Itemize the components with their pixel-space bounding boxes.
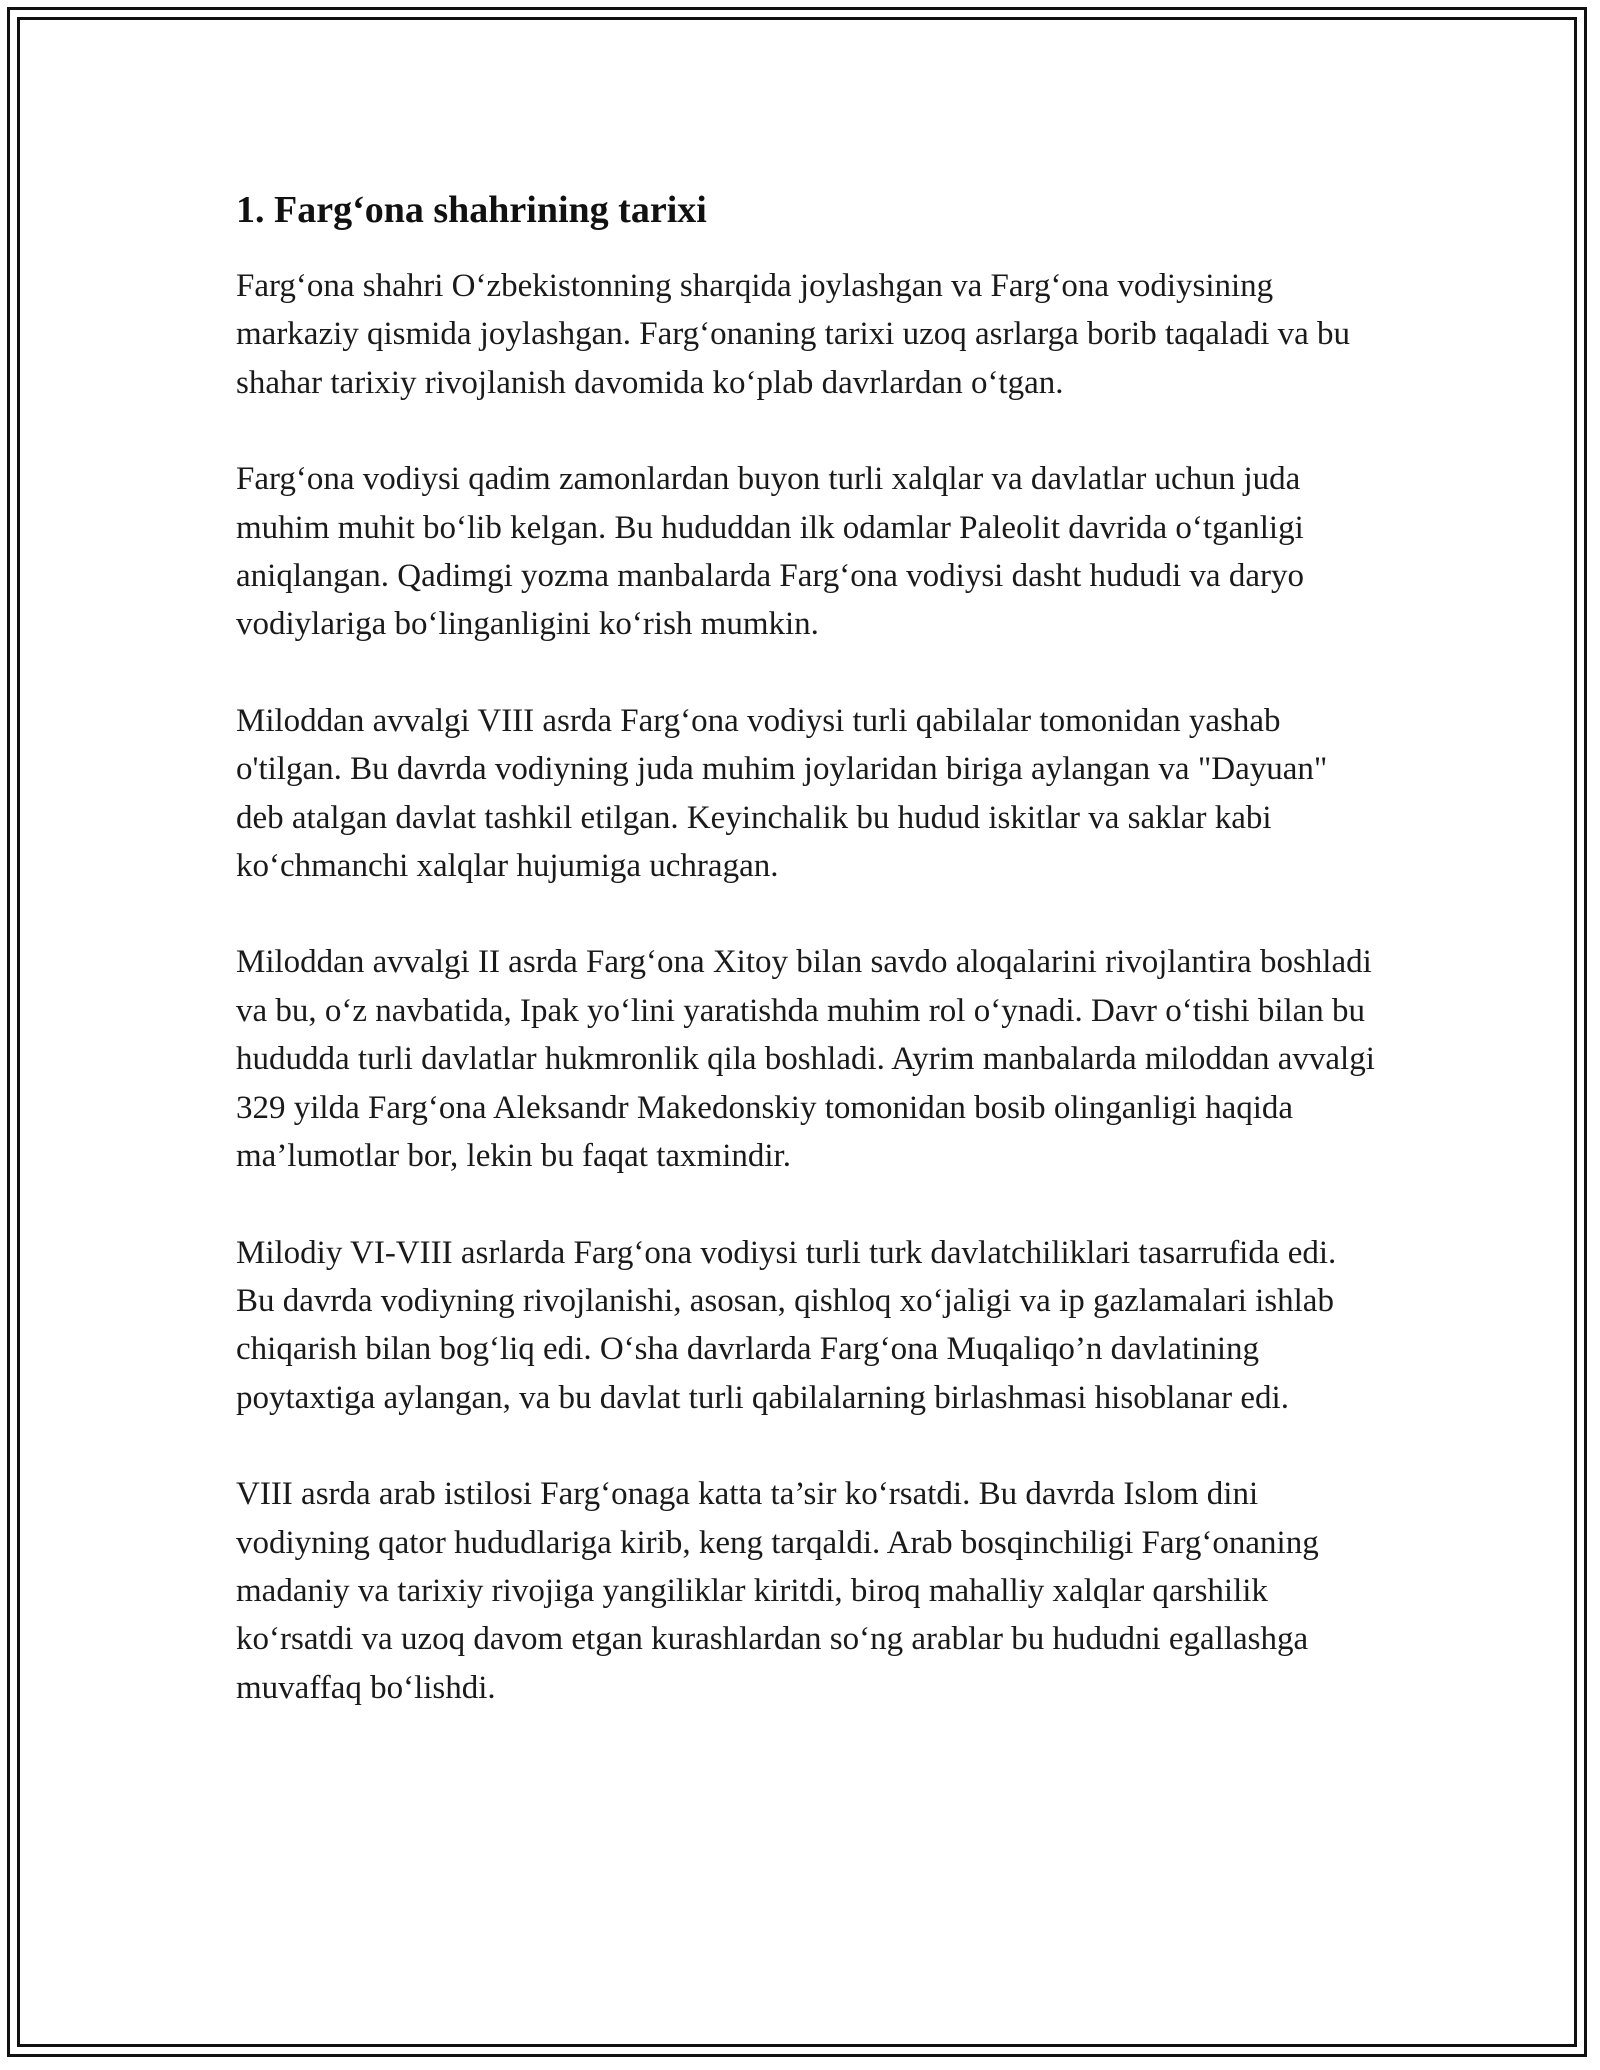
paragraph-3: Miloddan avvalgi VIII asrda Farg‘ona vodiysi turli qabilalar tomonidan yashab o'tilgan. Bu davrda vodiyning juda muhim joylaridan biriga aylangan va "Dayuan" deb atalgan davlat tashkil etilgan. Keyinchalik bu hudud iskitlar va saklar kabi ko‘chmanchi xalqlar hujumiga uchragan. [236, 702, 1328, 885]
paragraph-5: Milodiy VI-VIII asrlarda Farg‘ona vodiysi turli turk davlatchiliklari tasarrufida edi. Bu davrda vodiyning rivojlanishi, asosan, qishloq xo‘jaligi va ip gazlamalari ishlab chiqarish bilan bog‘liq edi. O‘sha davrlarda Farg‘ona Muqaliqo’n davlatining poytaxtiga aylangan, va bu davlat turli qabilalarning birlashmasi hisoblanar edi. [236, 1234, 1337, 1416]
paragraph-6: VIII asrda arab istilosi Farg‘onaga katta ta’sir ko‘rsatdi. Bu davrda Islom dini vodiyning qator hududlariga kirib, keng tarqaldi. Arab bosqinchiligi Farg‘onaning madaniy va tarixiy rivojiga yangiliklar kiritdi, biroq mahalliy xalqlar qarshilik ko‘rsatdi va uzoq davom etgan kurashlardan so‘ng arablar bu hududni egallashga muvaffaq bo‘lishdi. [236, 1476, 1319, 1706]
section-heading: 1. Farg‘ona shahrining tarixi [236, 189, 707, 231]
document-body [236, 186, 1376, 1712]
paragraph-4: Miloddan avvalgi II asrda Farg‘ona Xitoy bilan savdo aloqalarini rivojlantira boshladi va bu, o‘z navbatida, Ipak yo‘lini yaratishda muhim rol o‘ynadi. Davr o‘tishi bilan bu hududda turli davlatlar hukmronlik qila boshladi. Ayrim manbalarda miloddan avvalgi 329 yilda Farg‘ona Aleksandr Makedonskiy tomonidan bosib olinganligi haqida ma’lumotlar bor, lekin bu faqat taxmindir. [236, 944, 1375, 1175]
paragraph-2: Farg‘ona vodiysi qadim zamonlardan buyon turli xalqlar va davlatlar uchun juda muhim muhit bo‘lib kelgan. Bu hududdan ilk odamlar Paleolit davrida o‘tganligi aniqlangan. Qadimgi yozma manbalarda Farg‘ona vodiysi dasht hududi va daryo vodiylariga bo‘linganligini ko‘rish mumkin. [236, 461, 1304, 643]
paragraph-1: Farg‘ona shahri O‘zbekistonning sharqida joylashgan va Farg‘ona vodiysining markaziy qismida joylashgan. Farg‘onaning tarixi uzoq asrlarga borib taqaladi va bu shahar tarixiy rivojlanish davomida ko‘plab davrlardan o‘tgan. [236, 268, 1351, 401]
